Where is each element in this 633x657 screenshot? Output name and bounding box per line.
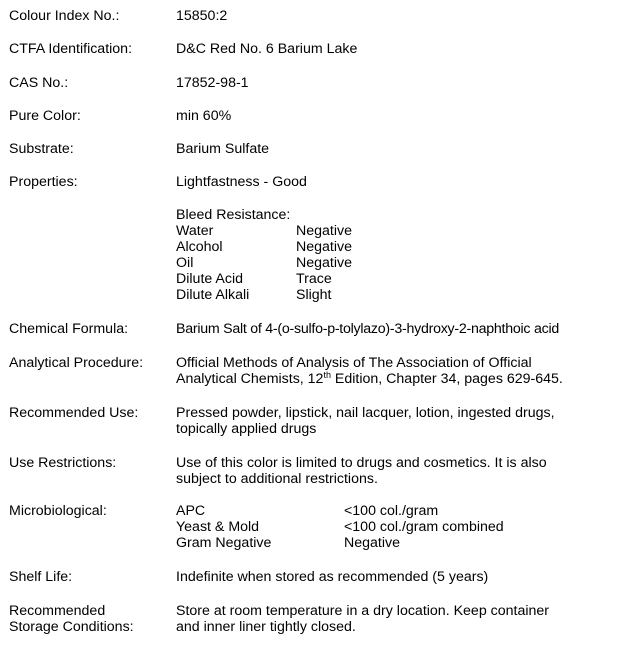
bleed-resistance-title: Bleed Resistance: (176, 207, 291, 223)
label-chemical-formula: Chemical Formula: (9, 321, 129, 337)
value-cas: 17852-98-1 (176, 75, 249, 91)
label-storage (9, 603, 169, 635)
analytical-line-2 (176, 371, 633, 387)
value-analytical-procedure (176, 355, 633, 387)
label-properties: Properties: (9, 174, 78, 190)
bleed-name: Water (176, 223, 214, 239)
micro-result: Negative (344, 535, 400, 551)
value-use-restrictions (176, 455, 633, 487)
value-colour-index: 15850:2 (176, 8, 228, 24)
label-cas: CAS No.: (9, 75, 69, 91)
label-recommended-use: Recommended Use: (9, 405, 139, 421)
bleed-result: Negative (296, 255, 352, 271)
micro-result: <100 col./gram (344, 503, 439, 519)
storage-line-2: and inner liner tightly closed. (176, 619, 356, 635)
bleed-result: Slight (296, 287, 332, 303)
value-substrate: Barium Sulfate (176, 141, 270, 157)
storage-line-1: Store at room temperature in a dry location. Keep container (176, 603, 550, 619)
analytical-line-1: Official Methods of Analysis of The Association of Official (176, 355, 532, 371)
micro-result: <100 col./gram combined (344, 519, 504, 535)
value-ctfa: D&C Red No. 6 Barium Lake (176, 41, 358, 57)
use-restrictions-line-1: Use of this color is limited to drugs and cosmetics. It is also (176, 455, 547, 471)
value-shelf-life: Indefinite when stored as recommended (5 years) (176, 569, 489, 585)
label-pure-color: Pure Color: (9, 108, 81, 124)
micro-name: Yeast & Mold (176, 519, 260, 535)
label-ctfa: CTFA Identification: (9, 41, 133, 57)
value-microbiological (176, 503, 633, 555)
storage-label-line-1: Recommended (9, 603, 106, 619)
analytical-line-2-start: Analytical Chemists, 12 (176, 371, 324, 387)
bleed-name: Dilute Alkali (176, 287, 250, 303)
value-storage (176, 603, 633, 635)
bleed-result: Negative (296, 239, 352, 255)
micro-results (344, 503, 504, 551)
micro-name: APC (176, 503, 206, 519)
edition-superscript: th (323, 370, 331, 380)
label-microbiological: Microbiological: (9, 503, 107, 519)
value-properties (176, 174, 633, 190)
value-pure-color: min 60% (176, 108, 232, 124)
label-use-restrictions: Use Restrictions: (9, 455, 117, 471)
micro-name: Gram Negative (176, 535, 272, 551)
bleed-results (296, 223, 352, 303)
bleed-resistance-list (176, 207, 633, 303)
label-shelf-life: Shelf Life: (9, 569, 73, 585)
recommended-use-line-2: topically applied drugs (176, 421, 317, 437)
bleed-result: Trace (296, 271, 332, 287)
value-recommended-use (176, 405, 633, 437)
recommended-use-line-1: Pressed powder, lipstick, nail lacquer, lotion, ingested drugs, (176, 405, 555, 421)
label-colour-index: Colour Index No.: (9, 8, 120, 24)
micro-names (176, 503, 271, 551)
bleed-name: Alcohol (176, 239, 223, 255)
label-analytical-procedure: Analytical Procedure: (9, 355, 144, 371)
use-restrictions-line-2: subject to additional restrictions. (176, 471, 378, 487)
value-chemical-formula: Barium Salt of 4-(o-sulfo-p-tolylazo)-3-hydroxy-2-naphthoic acid (176, 321, 559, 337)
bleed-table (176, 223, 633, 303)
bleed-result: Negative (296, 223, 352, 239)
storage-label-line-2: Storage Conditions: (9, 619, 134, 635)
bleed-name: Oil (176, 255, 194, 271)
analytical-line-2-end: Edition, Chapter 34, pages 629-645. (330, 371, 563, 387)
bleed-name: Dilute Acid (176, 271, 244, 287)
label-substrate: Substrate: (9, 141, 74, 157)
bleed-names (176, 223, 249, 303)
lightfastness-text: Lightfastness - Good (176, 174, 307, 190)
